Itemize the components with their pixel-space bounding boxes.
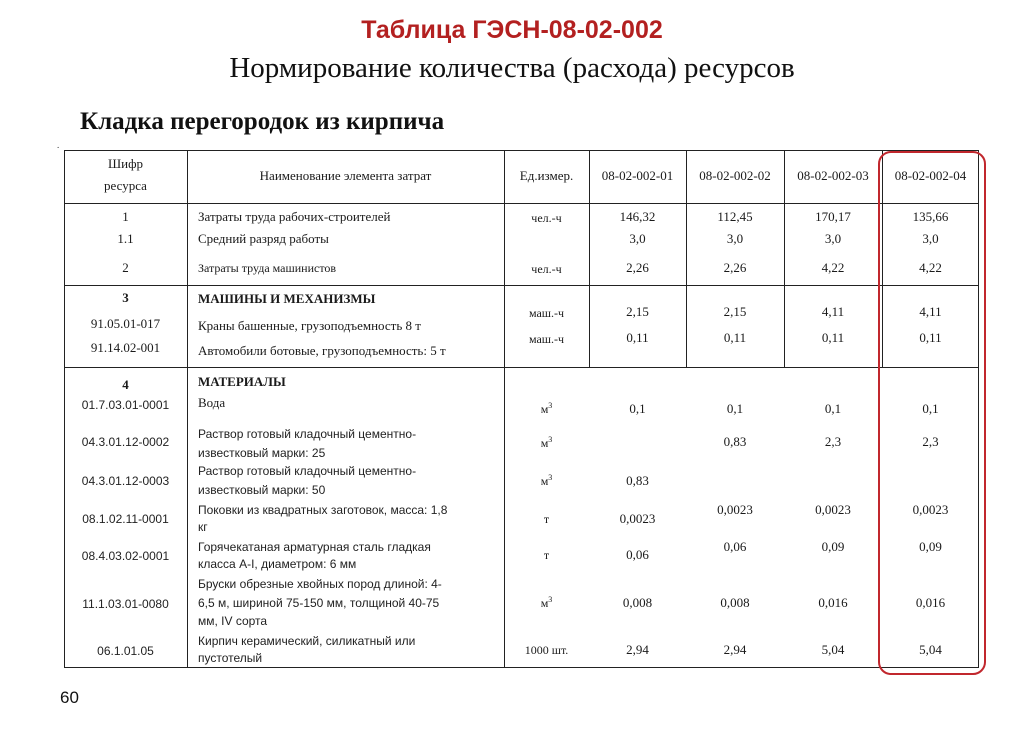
row-value: 0,09 [919, 539, 942, 554]
row-name-line2: пустотелый [198, 651, 263, 665]
row-code: 1.1 [117, 231, 134, 246]
row-value: 0,008 [720, 595, 750, 610]
row-unit: чел.-ч [531, 262, 562, 276]
row-value: 2,94 [626, 642, 649, 657]
row-value: 2,26 [723, 260, 747, 275]
unit-text: м [540, 436, 549, 450]
table-title: Таблица ГЭСН-08-02-002 [361, 16, 663, 44]
row-unit: 1000 шт. [524, 643, 569, 657]
row-value: 0,016 [915, 595, 946, 610]
unit-text: м [540, 474, 549, 488]
row-unit: т [543, 548, 550, 562]
row-value: 0,1 [922, 401, 939, 416]
row-value: 0,11 [821, 330, 845, 345]
row-value: 5,04 [821, 642, 845, 657]
row-value: 0,83 [723, 434, 747, 449]
row-value: 2,3 [922, 434, 939, 449]
row-value: 0,06 [626, 547, 649, 562]
row-code: 91.05.01-017 [90, 316, 161, 331]
col-header-c4: 08-02-002-04 [894, 168, 967, 183]
row-unit [504, 595, 589, 611]
row-value: 0,0023 [717, 502, 753, 517]
row-value: 0,11 [626, 330, 649, 345]
row-name: Затраты труда рабочих-строителей [198, 209, 391, 224]
column-highlight [878, 151, 986, 675]
row-name: Средний разряд работы [198, 231, 329, 246]
row-name-line2: 6,5 м, шириной 75-150 мм, толщиной 40-75 [198, 596, 440, 610]
row-value: 0,83 [626, 473, 649, 488]
row-unit: т [543, 512, 550, 526]
row-name: Затраты труда машинистов [198, 261, 337, 275]
row-value: 0,1 [824, 401, 842, 416]
row-value: 2,3 [824, 434, 842, 449]
row-value: 2,26 [626, 260, 649, 275]
row-name: Краны башенные, грузоподъемность 8 т [198, 318, 421, 333]
page-subtitle: Нормирование количества (расхода) ресурсов [229, 52, 795, 84]
row-code: 1 [122, 209, 129, 224]
row-value: 135,66 [912, 209, 949, 224]
row-code: 08.1.02.11-0001 [82, 512, 169, 526]
col-header-c2: 08-02-002-02 [699, 168, 771, 183]
row-name-line2: известковый марки: 25 [198, 446, 326, 460]
row-value: 0,0023 [815, 502, 851, 517]
row-value: 3,0 [629, 231, 646, 246]
row-name-line3: мм, IV сорта [198, 614, 268, 628]
row-value: 2,15 [626, 304, 649, 319]
row-name-line2: известковый марки: 50 [198, 483, 326, 497]
col-header-unit: Ед.измер. [519, 168, 574, 183]
unit-text: м [540, 596, 549, 610]
row-value: 3,0 [922, 231, 939, 246]
row-value: 146,32 [619, 209, 656, 224]
row-value: 0,0023 [912, 502, 949, 517]
unit-text: м [540, 402, 549, 416]
row-unit: маш.-ч [528, 306, 565, 320]
col-divider-code [187, 150, 188, 668]
row-value: 2,15 [723, 304, 747, 319]
unit-power: 3 [548, 435, 553, 444]
row-unit [504, 435, 589, 451]
row-value: 4,22 [919, 260, 942, 275]
col-header-c3: 08-02-002-03 [797, 168, 869, 183]
row-code: 06.1.01.05 [97, 644, 154, 658]
row-value: 3,0 [726, 231, 744, 246]
row-unit [504, 473, 589, 489]
section-code: 3 [122, 290, 129, 305]
row-name-line1: Раствор готовый кладочный цементно- [198, 464, 417, 478]
row-code: 91.14.02-001 [90, 340, 161, 355]
stray-mark: . [57, 140, 60, 150]
section-title: Кладка перегородок из кирпича [80, 108, 445, 135]
row-value: 4,11 [821, 304, 845, 319]
row-unit: маш.-ч [528, 332, 565, 346]
row-value: 0,0023 [619, 511, 656, 526]
row-name-line2: класса А-I, диаметром: 6 мм [198, 557, 357, 571]
row-value: 0,1 [726, 401, 744, 416]
row-value: 2,94 [723, 642, 747, 657]
row-code: 08.4.03.02-0001 [81, 549, 170, 563]
row-value: 0,016 [818, 595, 848, 610]
row-value: 170,17 [815, 209, 851, 224]
section-divider-1 [64, 285, 979, 286]
row-value: 4,22 [821, 260, 845, 275]
page-number: 60 [60, 688, 79, 707]
section-code: 4 [122, 377, 129, 392]
row-name-line2: кг [198, 520, 208, 534]
row-name-line1: Бруски обрезные хвойных пород длиной: 4- [198, 577, 442, 591]
row-value: 0,11 [723, 330, 747, 345]
row-name-line1: Поковки из квадратных заготовок, масса: 1,8 [198, 503, 448, 517]
row-value: 5,04 [919, 642, 942, 657]
col-header-code-1: Шифр [108, 156, 143, 171]
row-code: 2 [122, 260, 129, 275]
section-heading: МАТЕРИАЛЫ [198, 374, 286, 389]
row-value: 0,11 [919, 330, 942, 345]
unit-power: 3 [548, 473, 553, 482]
row-name-line1: Кирпич керамический, силикатный или [198, 634, 416, 648]
section-divider-2 [64, 367, 979, 368]
section-heading: МАШИНЫ И МЕХАНИЗМЫ [198, 291, 376, 306]
row-name: Вода [198, 395, 226, 410]
row-value: 112,45 [717, 209, 753, 224]
row-code: 04.3.01.12-0002 [81, 435, 170, 449]
row-code: 11.1.03.01-0080 [82, 597, 169, 611]
unit-power: 3 [548, 595, 553, 604]
row-value: 0,008 [622, 595, 653, 610]
row-code: 01.7.03.01-0001 [81, 398, 170, 412]
row-unit [504, 401, 589, 417]
row-name: Автомобили ботовые, грузоподъемность: 5 т [198, 343, 446, 358]
header-divider [64, 203, 979, 204]
unit-power: 3 [548, 401, 553, 410]
row-value: 0,06 [723, 539, 747, 554]
col-header-c1: 08-02-002-01 [601, 168, 674, 183]
row-name-line1: Горячекатаная арматурная сталь гладкая [198, 540, 431, 554]
row-value: 4,11 [919, 304, 942, 319]
row-code: 04.3.01.12-0003 [81, 474, 170, 488]
row-value: 3,0 [824, 231, 842, 246]
col-header-name: Наименование элемента затрат [259, 168, 432, 183]
col-header-code-2: ресурса [104, 178, 147, 193]
row-name-line1: Раствор готовый кладочный цементно- [198, 427, 417, 441]
row-value: 0,09 [821, 539, 845, 554]
row-value: 0,1 [629, 401, 646, 416]
row-unit: чел.-ч [531, 211, 562, 225]
